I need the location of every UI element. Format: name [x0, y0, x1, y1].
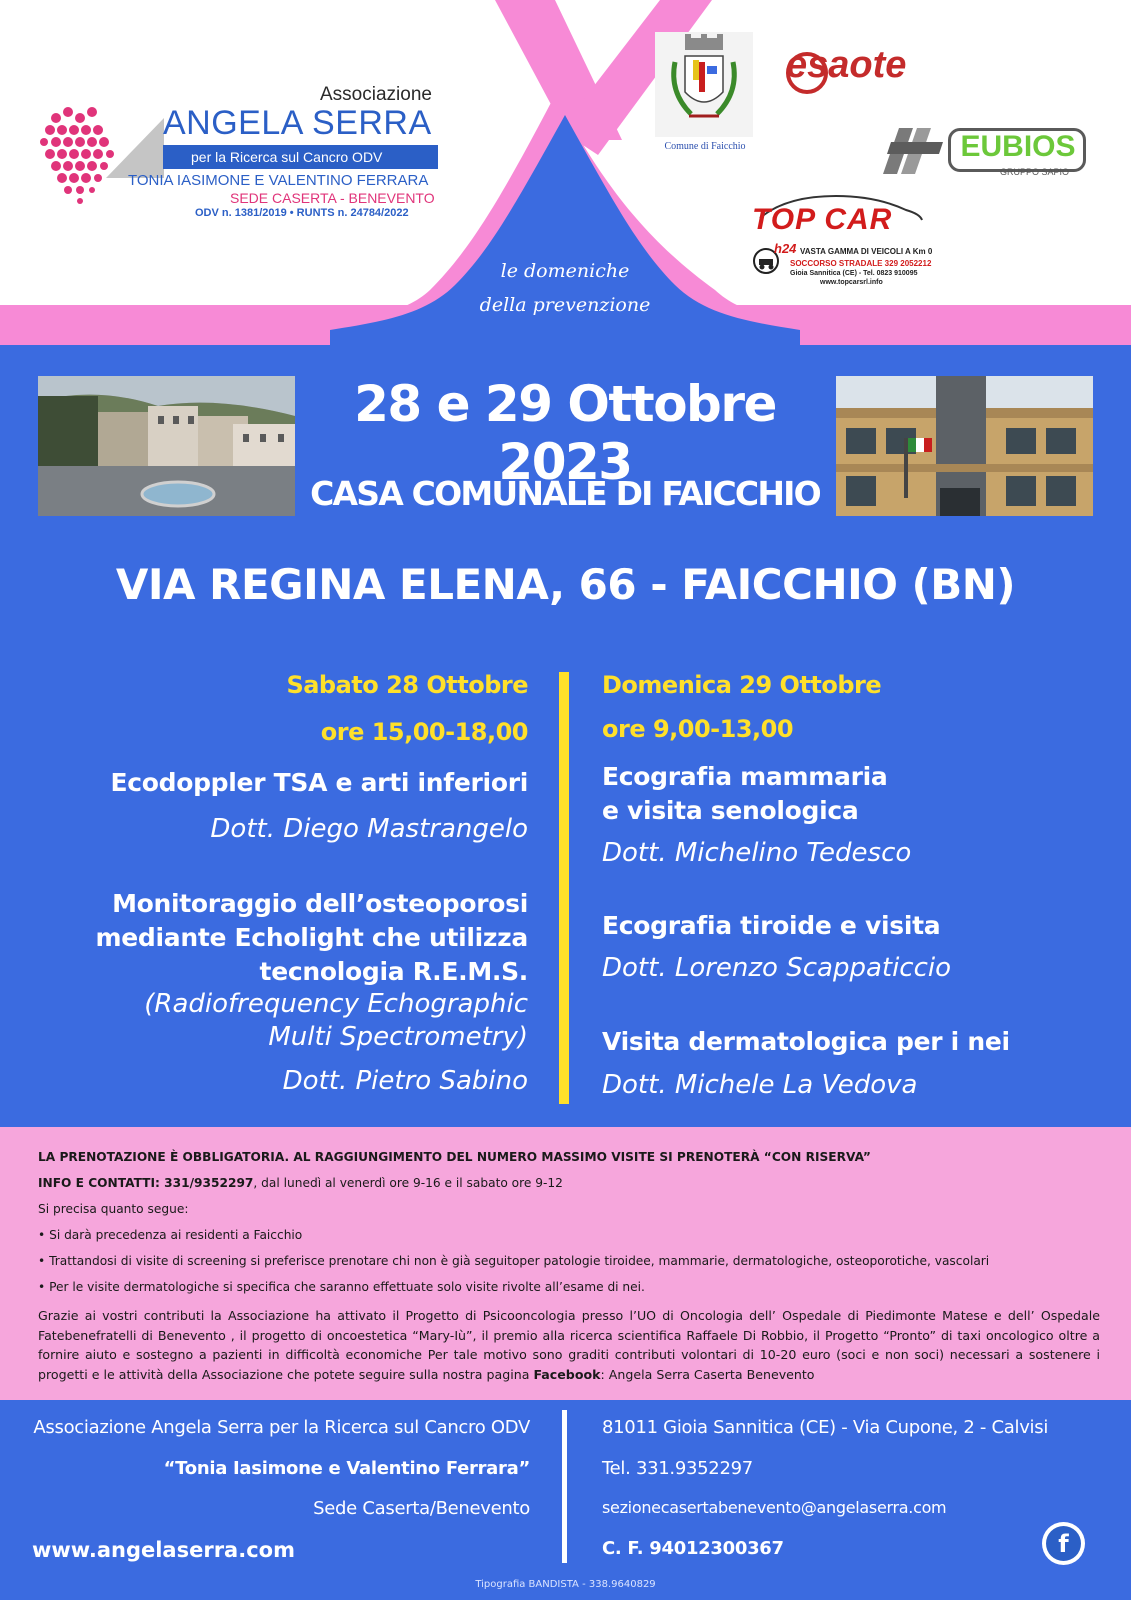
note-bullet-3-text: Per le visite dermatologiche si specifica che saranno effettuate solo visite rivolte all’esame di nei.: [49, 1280, 645, 1294]
footer-fiscal-code: C. F. 94012300367: [602, 1538, 784, 1559]
sunday-exam-3: Visita dermatologica per i nei: [602, 1027, 1010, 1056]
sponsor-topcar: TOP CAR: [752, 203, 893, 236]
sponsor-eubios: EUBIOS: [960, 130, 1076, 163]
facebook-page: : Angela Serra Caserta Benevento: [600, 1366, 815, 1382]
footer-divider: [562, 1410, 567, 1563]
saturday-exam-2-sub-1: (Radiofrequency Echographic: [144, 989, 528, 1019]
association-label: Associazione: [320, 84, 432, 105]
event-venue: CASA COMUNALE DI FAICCHIO: [310, 474, 820, 513]
note-intro: Si precisa quanto segue:: [38, 1202, 189, 1216]
sunday-doctor-1: Dott. Michelino Tedesco: [602, 838, 912, 868]
note-bullet-3: • Per le visite dermatologiche si specifica che saranno effettuate solo visite rivolte all’esame di nei.: [38, 1280, 645, 1294]
saturday-exam-2-line-1: Monitoraggio dell’osteoporosi: [112, 889, 528, 918]
sunday-time: ore 9,00-13,00: [602, 715, 794, 743]
footer-email-link[interactable]: sezionecasertabenevento@angelaserra.com: [602, 1498, 947, 1517]
association-name: ANGELA SERRA: [163, 104, 432, 142]
sunday-day: Domenica 29 Ottobre: [602, 671, 882, 699]
comune-caption: Comune di Faicchio: [664, 141, 746, 152]
topcar-line-2: SOCCORSO STRADALE 329 2052212: [790, 259, 932, 268]
photo-town-square: [38, 376, 295, 516]
photo-municipio: [836, 376, 1093, 516]
eubios-mark-icon: [883, 128, 943, 174]
schedule-divider: [559, 672, 569, 1104]
note-bullet-2-text: Trattandosi di visite di screening si preferisce prenotare chi non è già seguitoper patologie tiroidee, mammarie, dermatologiche, osteoporotiche, vascolari: [49, 1254, 990, 1268]
projects-paragraph: [38, 1306, 1100, 1384]
topcar-line-3: Gioia Sannitica (CE) - Tel. 0823 910095: [790, 270, 918, 277]
saturday-doctor-1: Dott. Diego Mastrangelo: [210, 814, 528, 844]
sponsor-esaote: esaote: [786, 44, 907, 86]
footer-phone: Tel. 331.9352297: [602, 1458, 753, 1479]
contacts-line: INFO E CONTATTI: 331/9352297, dal lunedì al venerdì ore 9-16 e il sabato ore 9-12: [38, 1176, 563, 1190]
note-bullet-1: • Si darà precedenza ai residenti a Faicchio: [38, 1228, 303, 1242]
projects-paragraph-text: Grazie ai vostri contributi la Associazione ha attivato il Progetto di Psicooncologia presso l’UO di Oncologia dell’ Ospedale di Piedimonte Matese e dell’ Ospedale Fatebenefratelli di Benevento , il progetto di oncoestetica “Mary-Iù”, il premio alla ricerca scientifica Raffaele Di Robbio, il Progetto “Pronto” di taxi oncologico oltre a fornire aiuto e sostegno a pazienti in difficoltà economiche Per tale motivo sono graditi contributi volontari di 10-20 euro (soci e non soci) necessari a sostenere i progetti e le attività della Associazione che potete seguire sulla nostra pagina: [38, 1308, 1100, 1382]
contacts-label: INFO E CONTATTI: [38, 1176, 156, 1190]
association-subtitle: per la Ricerca sul Cancro ODV: [163, 145, 438, 169]
association-registration: ODV n. 1381/2019 • RUNTS n. 24784/2022: [195, 207, 409, 219]
saturday-exam-2-line-2: mediante Echolight che utilizza: [95, 923, 528, 952]
event-address: VIA REGINA ELENA, 66 - FAICCHIO (BN): [115, 560, 1016, 609]
saturday-day: Sabato 28 Ottobre: [286, 671, 528, 699]
saturday-exam-1: Ecodoppler TSA e arti inferiori: [110, 768, 528, 797]
association-sede: SEDE CASERTA - BENEVENTO: [230, 190, 435, 206]
sunday-exam-2: Ecografia tiroide e visita: [602, 911, 941, 940]
footer-association: Associazione Angela Serra per la Ricerca sul Cancro ODV: [33, 1417, 530, 1438]
angela-serra-logo-icon: [36, 98, 166, 208]
footer-sede: Sede Caserta/Benevento: [313, 1498, 530, 1519]
sunday-exam-1-line-1: Ecografia mammaria: [602, 762, 888, 791]
sunday-doctor-3: Dott. Michele La Vedova: [602, 1070, 918, 1100]
saturday-exam-2-sub-2: Multi Spectrometry): [268, 1022, 528, 1052]
topcar-line-4: www.topcarsrl.info: [820, 279, 883, 286]
footer-website-link[interactable]: www.angelaserra.com: [32, 1538, 295, 1562]
footer-dedication: “Tonia Iasimone e Valentino Ferrara”: [163, 1458, 530, 1479]
tagline-line-1: le domeniche: [500, 260, 630, 282]
tagline-line-2: della prevenzione: [479, 294, 651, 316]
sponsor-eubios-sub: GRUPPO SAPIO: [1000, 167, 1070, 177]
association-dedication: TONIA IASIMONE E VALENTINO FERRARA: [128, 172, 429, 189]
note-bullet-1-text: Si darà precedenza ai residenti a Faicchio: [49, 1228, 303, 1242]
sunday-doctor-2: Dott. Lorenzo Scappaticcio: [602, 953, 952, 983]
contacts-hours: , dal lunedì al venerdì ore 9-16 e il sabato ore 9-12: [253, 1176, 563, 1190]
saturday-time: ore 15,00-18,00: [320, 718, 528, 746]
saturday-exam-2-line-3: tecnologia R.E.M.S.: [259, 957, 528, 986]
note-bullet-2: • Trattandosi di visite di screening si preferisce prenotare chi non è già seguitoper patologie tiroidee, mammarie, dermatologiche, osteoporotiche, vascolari: [38, 1254, 990, 1268]
facebook-label: Facebook: [533, 1366, 601, 1382]
event-date-title: 28 e 29 Ottobre 2023: [354, 375, 776, 491]
facebook-icon[interactable]: f: [1042, 1522, 1085, 1565]
topcar-h24: h24: [774, 241, 797, 256]
print-credit: Tipografia BANDISTA - 338.9640829: [475, 1579, 656, 1590]
booking-notice: LA PRENOTAZIONE È OBBLIGATORIA. AL RAGGIUNGIMENTO DEL NUMERO MASSIMO VISITE SI PRENOTERÀ “CON RISERVA”: [38, 1150, 871, 1164]
footer-address: 81011 Gioia Sannitica (CE) - Via Cupone, 2 - Calvisi: [602, 1417, 1049, 1438]
topcar-line-1: VASTA GAMMA DI VEICOLI A Km 0: [800, 247, 933, 256]
contacts-phone: 331/9352297: [164, 1176, 254, 1190]
sunday-exam-1-line-2: e visita senologica: [602, 796, 859, 825]
saturday-doctor-2: Dott. Pietro Sabino: [282, 1066, 528, 1096]
comune-crest-icon: [655, 32, 753, 137]
